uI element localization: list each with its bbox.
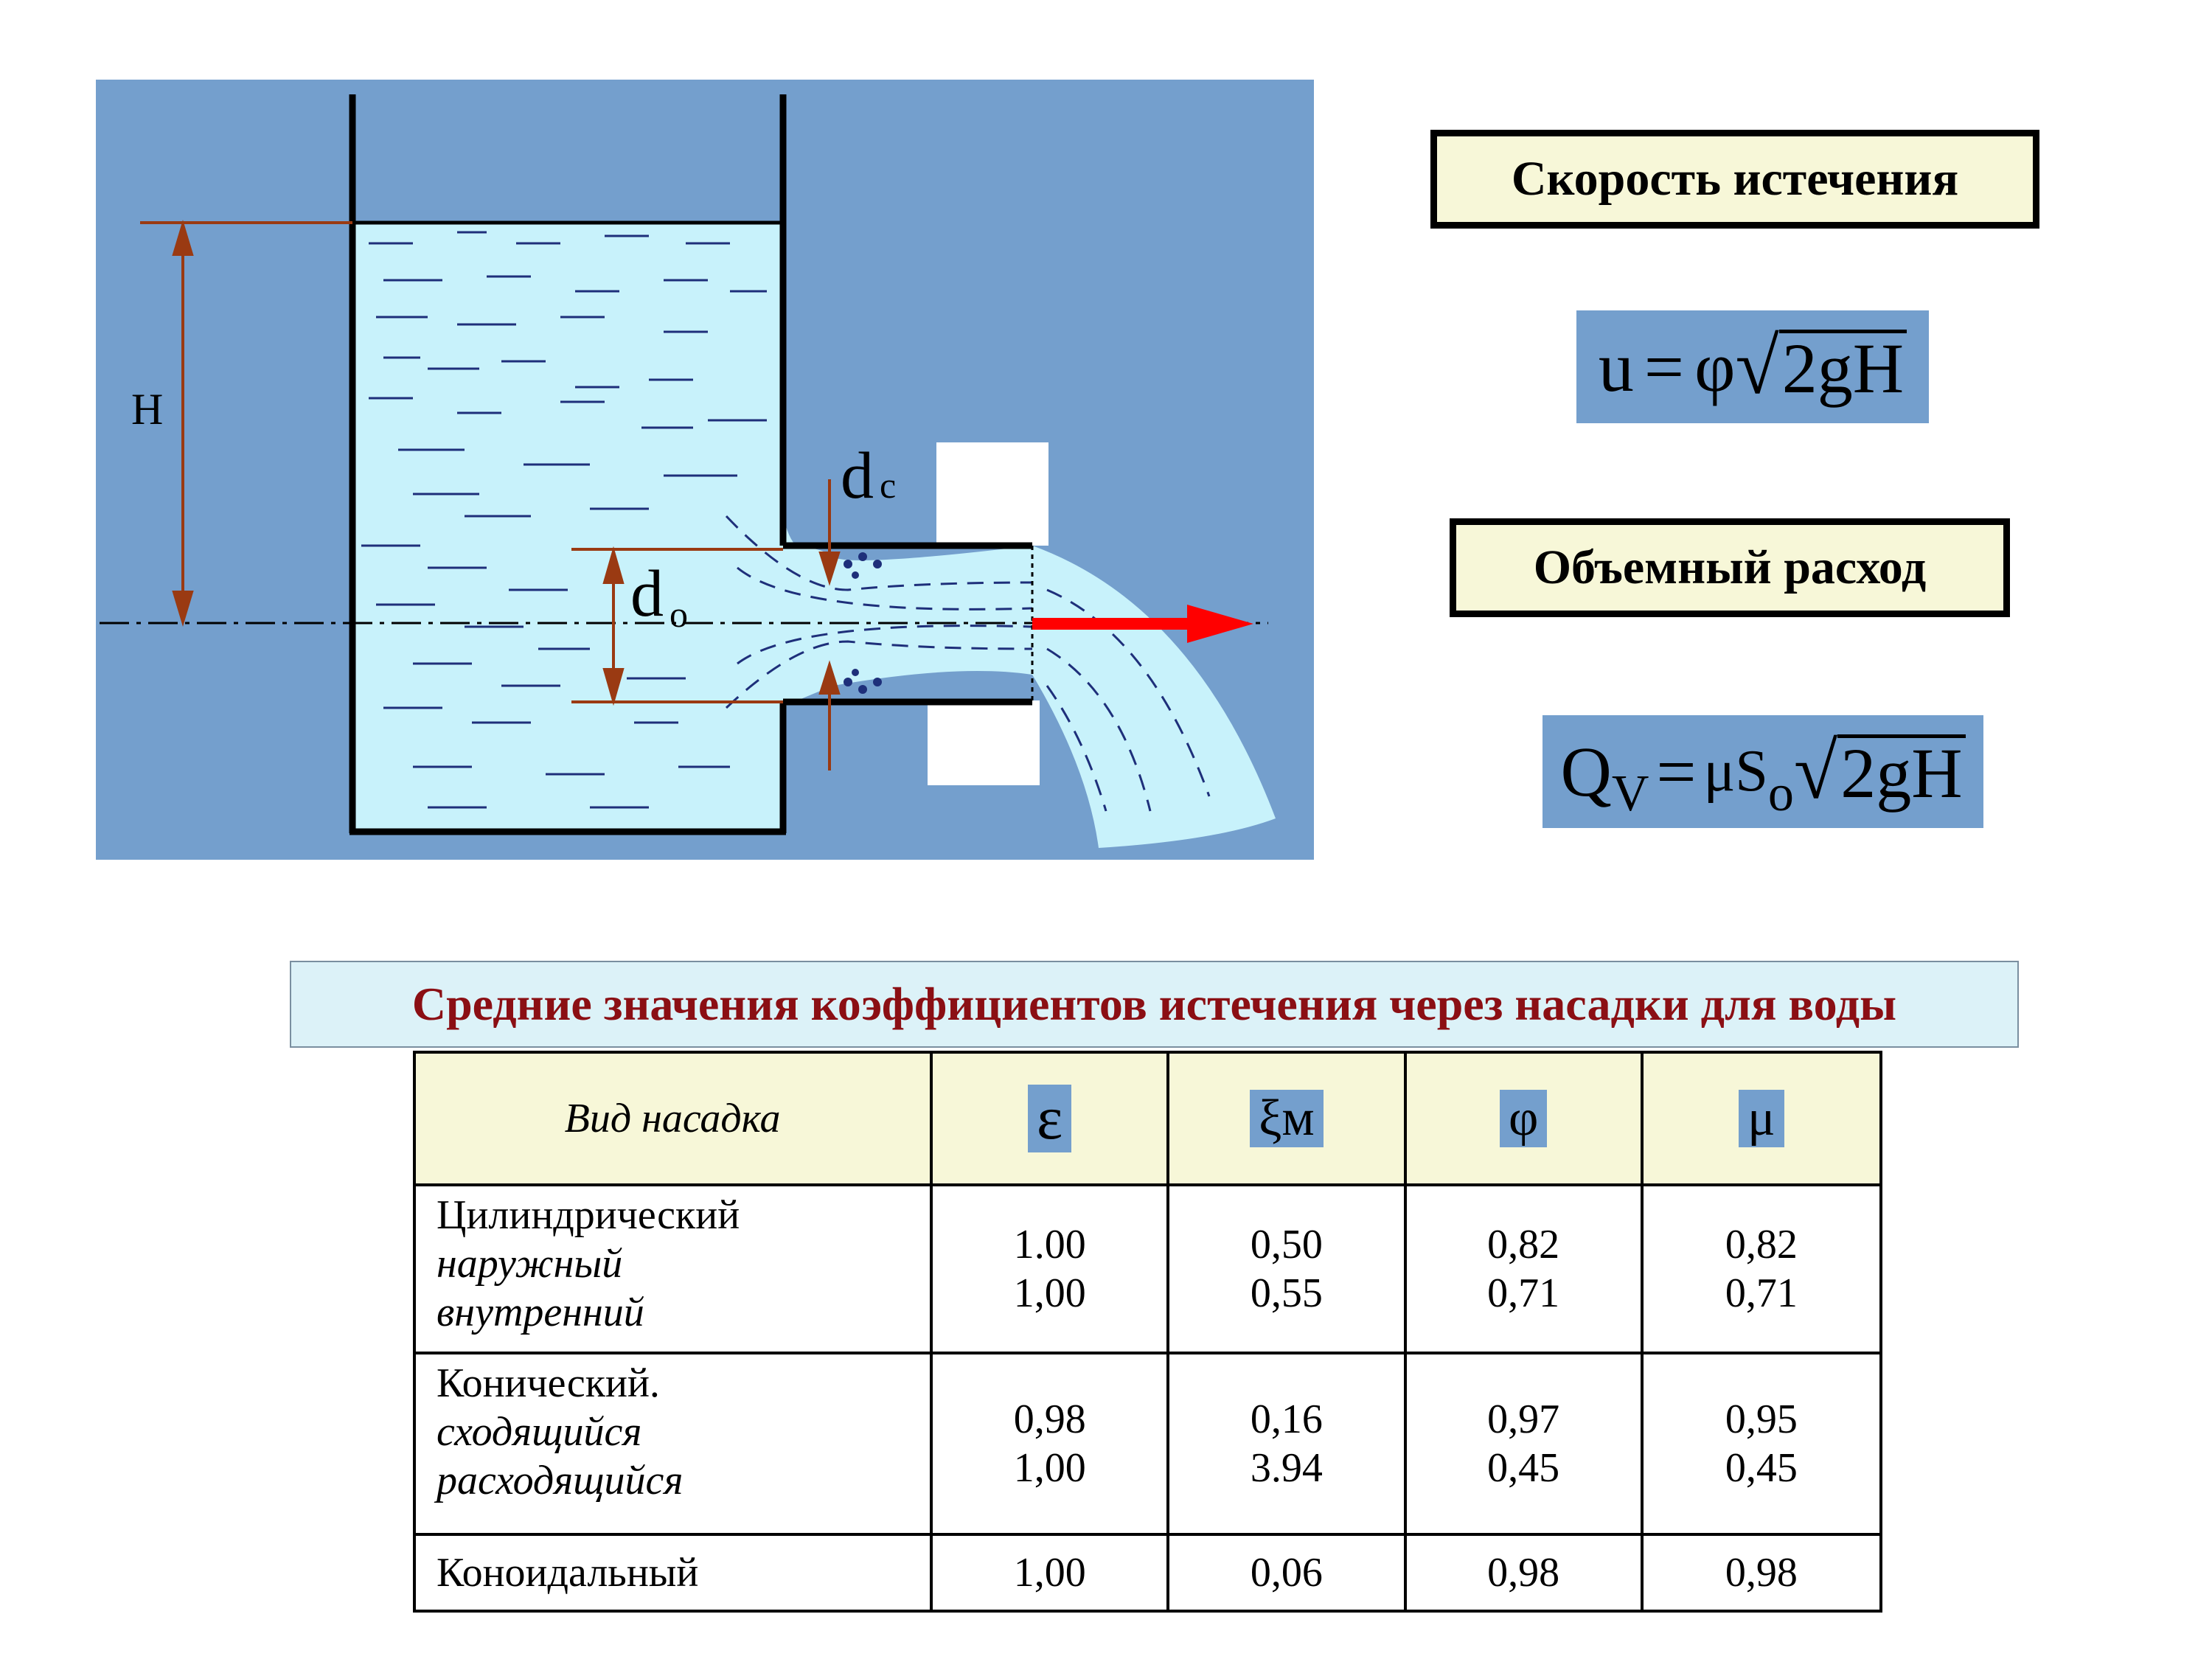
cell-eps xyxy=(931,1185,1168,1353)
mu-symbol: μ xyxy=(1739,1090,1784,1147)
cell-phi xyxy=(1405,1185,1642,1353)
value: 3.94 xyxy=(1250,1445,1323,1491)
value: 0,45 xyxy=(1487,1445,1560,1491)
value: 0,50 xyxy=(1250,1222,1323,1267)
value: 1,00 xyxy=(1013,1270,1086,1316)
row-name: Коноидальный xyxy=(414,1534,931,1611)
velocity-title-text: Скорость истечения xyxy=(1511,152,1959,206)
row-sub1: сходящийся xyxy=(437,1409,642,1455)
label-h: H xyxy=(131,385,164,434)
flow-title xyxy=(1450,518,2010,617)
formula-q: Q xyxy=(1560,732,1612,811)
cell-mu: 0,98 xyxy=(1642,1534,1881,1611)
row-group: Конический. xyxy=(437,1360,660,1406)
value: 0,71 xyxy=(1487,1270,1560,1316)
phi-symbol: φ xyxy=(1500,1090,1547,1147)
value: 0,71 xyxy=(1725,1270,1798,1316)
row-sub1: наружный xyxy=(437,1241,623,1287)
cell-mu xyxy=(1642,1353,1881,1534)
header-eps xyxy=(931,1052,1168,1185)
xi-symbol: ξм xyxy=(1250,1090,1324,1147)
label-do: do xyxy=(630,557,688,635)
coefficients-table xyxy=(413,1051,1882,1613)
flow-formula xyxy=(1543,715,1983,828)
formula-radicand2: 2gH xyxy=(1837,734,1965,809)
cell-eps xyxy=(931,1353,1168,1534)
formula-s-sub: o xyxy=(1767,765,1794,822)
table-row xyxy=(414,1353,1881,1534)
cell-phi: 0,98 xyxy=(1405,1534,1642,1611)
formula-mus: μS xyxy=(1703,739,1768,804)
formula-phi: φ xyxy=(1694,327,1736,406)
value: 0,55 xyxy=(1250,1270,1323,1316)
value: 0,82 xyxy=(1725,1222,1798,1267)
value: 0,16 xyxy=(1250,1397,1323,1442)
white-block-bottom xyxy=(928,700,1040,785)
value: 1,00 xyxy=(1013,1445,1086,1491)
cell-eps: 1,00 xyxy=(931,1534,1168,1611)
formula-eq: = xyxy=(1644,327,1685,406)
row-group: Цилиндрический xyxy=(437,1192,740,1238)
row-sub2: внутренний xyxy=(437,1290,644,1335)
formula-eq2: = xyxy=(1656,732,1697,811)
sqrt-sign2: √ xyxy=(1793,727,1838,815)
formula-radicand: 2gH xyxy=(1779,330,1907,404)
value: 0,82 xyxy=(1487,1222,1560,1267)
table-row xyxy=(414,1185,1881,1353)
cell-xi xyxy=(1168,1353,1405,1534)
white-block-top xyxy=(936,442,1048,546)
tank-water xyxy=(352,223,811,830)
header-phi xyxy=(1405,1052,1642,1185)
cell-xi: 0,06 xyxy=(1168,1534,1405,1611)
value: 0,45 xyxy=(1725,1445,1798,1491)
value: 0,95 xyxy=(1725,1397,1798,1442)
sqrt-sign: √ xyxy=(1735,322,1779,411)
value: 0,98 xyxy=(1013,1397,1086,1442)
cell-xi xyxy=(1168,1185,1405,1353)
eps-symbol: ε xyxy=(1028,1085,1071,1152)
cell-mu xyxy=(1642,1185,1881,1353)
velocity-title xyxy=(1430,130,2039,229)
header-xi xyxy=(1168,1052,1405,1185)
cell-phi xyxy=(1405,1353,1642,1534)
label-dc: dc xyxy=(841,439,897,512)
table-row xyxy=(414,1534,1881,1611)
table-title-text: Средние значения коэффициентов истечения через насадки для воды xyxy=(411,978,1897,1030)
formula-u: u xyxy=(1598,327,1634,406)
row-name xyxy=(414,1185,931,1353)
row-sub2: расходящийся xyxy=(437,1458,684,1503)
header-name: Вид насадка xyxy=(414,1052,931,1185)
formula-q-sub: V xyxy=(1611,765,1649,822)
flow-title-text: Объемный расход xyxy=(1533,540,1927,594)
velocity-formula xyxy=(1576,310,1929,423)
nozzle-diagram xyxy=(0,0,1327,870)
header-mu xyxy=(1642,1052,1881,1185)
row-name xyxy=(414,1353,931,1534)
table-title xyxy=(290,961,2019,1048)
value: 1.00 xyxy=(1013,1222,1086,1267)
table-header-row xyxy=(414,1052,1881,1185)
value: 0,97 xyxy=(1487,1397,1560,1442)
